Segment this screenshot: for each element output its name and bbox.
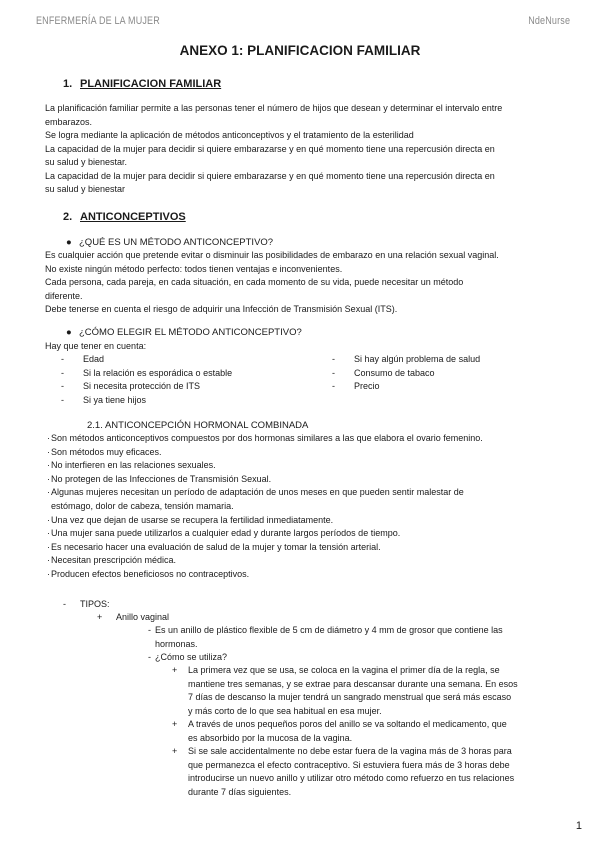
list-item: - Si necesita protección de ITS: [61, 381, 201, 391]
usage-item-2: [188, 718, 507, 745]
plus-marker: +: [172, 719, 178, 729]
question-text: ¿QUÉ ES UN MÉTODO ANTICONCEPTIVO?: [79, 237, 274, 248]
plus-marker: +: [172, 746, 178, 756]
section-1-number: 1.: [63, 78, 73, 90]
text-line: Cada persona, cada pareja, en cada situación, en cada momento de su vida, puede necesitar un método: [45, 277, 464, 287]
text-line: Es un anillo de plástico flexible de 5 cm de diámetro y 4 mm de grosor que contiene las: [155, 625, 503, 635]
dash-marker: -: [63, 599, 66, 609]
text-line: Se logra mediante la aplicación de métodos anticonceptivos y el tratamiento de la esterilidad: [45, 130, 414, 140]
text-line: durante 7 días siguientes.: [188, 786, 292, 797]
section-1-body: [45, 102, 565, 197]
section-1-heading: [63, 78, 221, 90]
list-item: - Si la relación es esporádica o estable: [61, 367, 233, 378]
plus-marker: +: [172, 665, 178, 675]
question-how-choose: [66, 327, 302, 338]
list-item: - Edad: [61, 354, 105, 364]
list-item: - Si ya tiene hijos: [61, 394, 147, 405]
bullet-line: ·Una vez que dejan de usarse se recupera la fertilidad inmediatamente.: [47, 514, 334, 525]
text-line: introducirse un nuevo anillo y utilizar otro método como refuerzo en tus relaciones: [188, 773, 515, 783]
bullet-line: ·Una mujer sana puede utilizarlos a cualquier edad y durante largos períodos de tiempo.: [47, 528, 401, 539]
usage-item-3: [188, 745, 514, 799]
text-line: 7 días de descanso la mujer tendrá un sangrado menstrual que será más escaso: [188, 692, 512, 702]
text-line: Debe tenerse en cuenta el riesgo de adquirir una Infección de Transmisión Sexual (ITS).: [45, 304, 398, 314]
page-number: 1: [575, 820, 582, 832]
bullet-dot: ●: [66, 237, 72, 248]
bullet-line: ·Son métodos anticonceptivos compuestos por dos hormonas similares a las que elabora el ovario femenino.: [47, 433, 483, 443]
section-2-heading: [63, 211, 186, 223]
document-title: ANEXO 1: PLANIFICACION FAMILIAR: [179, 43, 421, 58]
running-header-right: NdeNurse: [528, 15, 570, 27]
bullet-line: ·No interfieren en las relaciones sexuales.: [47, 460, 216, 471]
text-line: su salud y bienestar.: [45, 157, 128, 167]
text-line: mantiene tres semanas, y se extrae para descansar durante una semana. En esos: [188, 678, 518, 689]
running-header-left: ENFERMERÍA DE LA MUJER: [36, 15, 160, 27]
bullet-dot: ●: [66, 327, 72, 338]
usage-item-1: [188, 664, 518, 718]
anillo-vaginal-label: Anillo vaginal: [116, 612, 170, 622]
question-text: ¿CÓMO ELEGIR EL MÉTODO ANTICONCEPTIVO?: [79, 327, 302, 338]
text-line: La primera vez que se usa, se coloca en la vagina el primer día de la regla, se: [188, 665, 500, 675]
bullet-line: ·Algunas mujeres necesitan un período de adaptación de unos meses en que pueden sentir malestar de: [47, 487, 464, 498]
text-line: hormonas.: [155, 638, 198, 649]
list-item: - Consumo de tabaco: [332, 367, 435, 378]
bullet-line: ·Es necesario hacer una evaluación de salud de la mujer y tomar la tensión arterial.: [47, 541, 381, 552]
bullet-line: ·Producen efectos beneficiosos no contraceptivos.: [47, 568, 250, 579]
text-line: La planificación familiar permite a las personas tener el número de hijos que desean y determinar el intervalo entre: [45, 103, 503, 113]
dash-marker: -: [148, 625, 151, 635]
subsection-bullets: [47, 432, 483, 582]
section-2-number: 2.: [63, 211, 73, 223]
text-line: A través de unos pequeños poros del anillo se va soltando el medicamento, que: [188, 719, 507, 729]
bullet-continuation: estómago, dolor de cabeza, tensión mamaria.: [51, 500, 234, 511]
como-se-utiliza-label: ¿Cómo se utiliza?: [155, 652, 228, 662]
plus-marker: +: [97, 612, 103, 622]
text-line: Hay que tener en cuenta:: [45, 341, 147, 351]
section-2-title: ANTICONCEPTIVOS: [80, 211, 186, 223]
list-item: - Precio: [332, 381, 380, 391]
text-line: La capacidad de la mujer para decidir si quiere embarazarse y en qué momento tiene una repercusión directa en: [45, 170, 495, 181]
question-what-is-body: [45, 249, 565, 317]
text-line: que permanezca el efecto contraceptivo. Si estuviera fuera más de 3 horas debe: [188, 759, 510, 770]
dash-marker: -: [148, 652, 151, 662]
text-line: y más corto de lo que sea habitual en esa mujer.: [188, 705, 382, 716]
bullet-line: ·No protegen de las Infecciones de Transmisión Sexual.: [47, 473, 272, 484]
list-item: - Si hay algún problema de salud: [332, 354, 481, 364]
criteria-intro: [45, 340, 565, 354]
text-line: su salud y bienestar: [45, 184, 126, 194]
bullet-line: ·Necesitan prescripción médica.: [47, 555, 177, 566]
text-line: No existe ningún método perfecto: todos tienen ventajas e inconvenientes.: [45, 263, 343, 274]
subsection-title: 2.1. ANTICONCEPCIÓN HORMONAL COMBINADA: [87, 420, 309, 431]
criteria-left-list: [61, 353, 232, 407]
text-line: diferente.: [45, 290, 83, 301]
section-1-title: PLANIFICACION FAMILIAR: [80, 78, 222, 90]
text-line: Si se sale accidentalmente no debe estar fuera de la vagina más de 3 horas para: [188, 746, 512, 756]
text-line: es absorbido por la mucosa de la vagina.: [188, 732, 353, 743]
anillo-description: [155, 624, 503, 651]
criteria-right-list: [332, 353, 480, 394]
text-line: embarazos.: [45, 116, 93, 127]
tipos-label: TIPOS:: [80, 599, 110, 609]
text-line: Es cualquier acción que pretende evitar o disminuir las posibilidades de embarazo en una relación sexual vaginal.: [45, 250, 499, 260]
text-line: La capacidad de la mujer para decidir si quiere embarazarse y en qué momento tiene una repercusión directa en: [45, 143, 495, 154]
question-what-is: [66, 237, 273, 248]
bullet-line: ·Son métodos muy eficaces.: [47, 446, 162, 457]
